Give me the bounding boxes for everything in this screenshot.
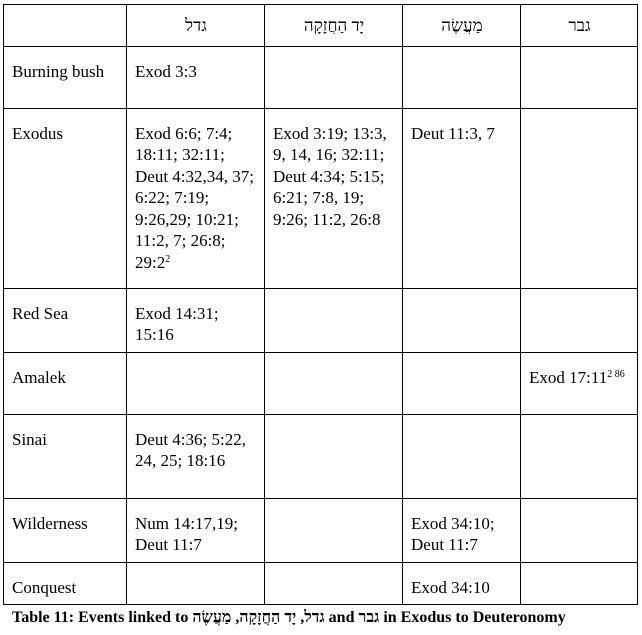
table-row xyxy=(4,562,638,605)
table-row xyxy=(4,414,638,498)
table-cell: Exod 3:3 xyxy=(127,46,265,108)
table-row xyxy=(4,108,638,288)
footnote-marker: 2 xyxy=(165,253,171,265)
table-caption xyxy=(12,608,642,628)
table-cell xyxy=(265,288,403,352)
table-cell xyxy=(127,562,265,605)
events-table xyxy=(3,4,638,605)
table-cell xyxy=(265,46,403,108)
table-cell xyxy=(521,352,638,414)
caption-prefix: Table 11: Events linked to xyxy=(12,609,193,626)
header-cell-maaseh: מַעֲשֶׂה xyxy=(403,5,521,47)
table-cell xyxy=(521,498,638,562)
row-label: Wilderness xyxy=(4,498,127,562)
table-cell xyxy=(521,414,638,498)
table-row xyxy=(4,288,638,352)
cell-text: Exod 6:6; 7:4; 18:11; 32:11; Deut 4:32,34, 37; 6:22; 7:19; 9:26,29; 10:21; 11:2, 7; 26:8; 29:2 xyxy=(135,123,254,272)
table-row xyxy=(4,46,638,108)
cell-text: Exod 17:11 xyxy=(529,367,608,387)
footnote-marker: 2 86 xyxy=(607,368,625,380)
table-cell xyxy=(521,562,638,605)
table-cell xyxy=(265,562,403,605)
table-cell xyxy=(127,352,265,414)
row-label: Conquest xyxy=(4,562,127,605)
table-cell xyxy=(403,288,521,352)
table-cell: Deut 4:36; 5:22, 24, 25; 18:16 xyxy=(127,414,265,498)
table-cell xyxy=(521,108,638,288)
header-cell-gabar: גבר xyxy=(521,5,638,47)
table-cell xyxy=(403,46,521,108)
table-cell: Deut 11:3, 7 xyxy=(403,108,521,288)
row-label: Red Sea xyxy=(4,288,127,352)
table-cell xyxy=(521,288,638,352)
caption-middle: and xyxy=(324,609,359,626)
table-cell: Exod 3:19; 13:3, 9, 14, 16; 32:11; Deut 4:34; 5:15; 6:21; 7:8, 19; 9:26; 11:2, 26:8 xyxy=(265,108,403,288)
row-label: Sinai xyxy=(4,414,127,498)
table-cell xyxy=(265,352,403,414)
row-label: Amalek xyxy=(4,352,127,414)
caption-hebrew-term-gabar: גבר xyxy=(358,609,380,626)
table-cell xyxy=(521,46,638,108)
table-cell xyxy=(403,352,521,414)
header-cell-gadol: גדל xyxy=(127,5,265,47)
row-label: Exodus xyxy=(4,108,127,288)
caption-suffix: in Exodus to Deuteronomy xyxy=(379,609,566,626)
table-cell: Exod 34:10 xyxy=(403,562,521,605)
caption-hebrew-terms: גדל, יָד הַחֲזָקָה, מַעֲשֶׂה xyxy=(192,609,325,626)
table-cell xyxy=(403,414,521,498)
header-cell-empty xyxy=(4,5,127,47)
table-cell xyxy=(265,498,403,562)
header-cell-yad-hazakah: יָד הַחֲזָקָה xyxy=(265,5,403,47)
table-cell: Exod 14:31; 15:16 xyxy=(127,288,265,352)
table-row xyxy=(4,498,638,562)
table-cell: Exod 34:10; Deut 11:7 xyxy=(403,498,521,562)
row-label: Burning bush xyxy=(4,46,127,108)
table-cell xyxy=(265,414,403,498)
table-cell: Num 14:17,19; Deut 11:7 xyxy=(127,498,265,562)
header-row xyxy=(4,5,638,47)
table-cell xyxy=(127,108,265,288)
table-row xyxy=(4,352,638,414)
